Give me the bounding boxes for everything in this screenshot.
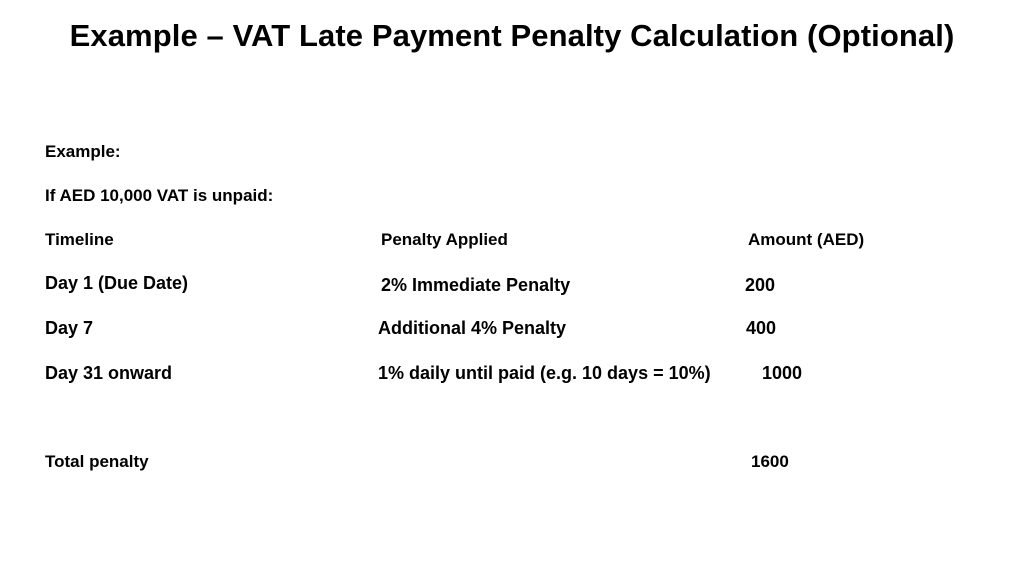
row-3-penalty: 1% daily until paid (e.g. 10 days = 10%) xyxy=(378,363,711,383)
row-1-timeline: Day 1 (Due Date) xyxy=(45,273,189,293)
total-label: Total penalty xyxy=(45,452,149,471)
slide-title: Example – VAT Late Payment Penalty Calculation (Optional) xyxy=(69,18,955,53)
row-2-timeline: Day 7 xyxy=(45,318,94,338)
row-2-amount: 400 xyxy=(746,318,777,338)
row-3-amount: 1000 xyxy=(762,363,803,383)
row-3-timeline: Day 31 onward xyxy=(45,363,173,383)
header-penalty-applied: Penalty Applied xyxy=(381,230,508,249)
row-1-penalty: 2% Immediate Penalty xyxy=(381,275,571,295)
row-1-amount: 200 xyxy=(745,275,776,295)
example-label: Example: xyxy=(45,142,121,161)
row-2-penalty: Additional 4% Penalty xyxy=(378,318,567,338)
total-amount: 1600 xyxy=(751,452,789,471)
condition-text: If AED 10,000 VAT is unpaid: xyxy=(45,186,274,205)
header-amount: Amount (AED) xyxy=(748,230,865,249)
header-timeline: Timeline xyxy=(45,230,114,249)
